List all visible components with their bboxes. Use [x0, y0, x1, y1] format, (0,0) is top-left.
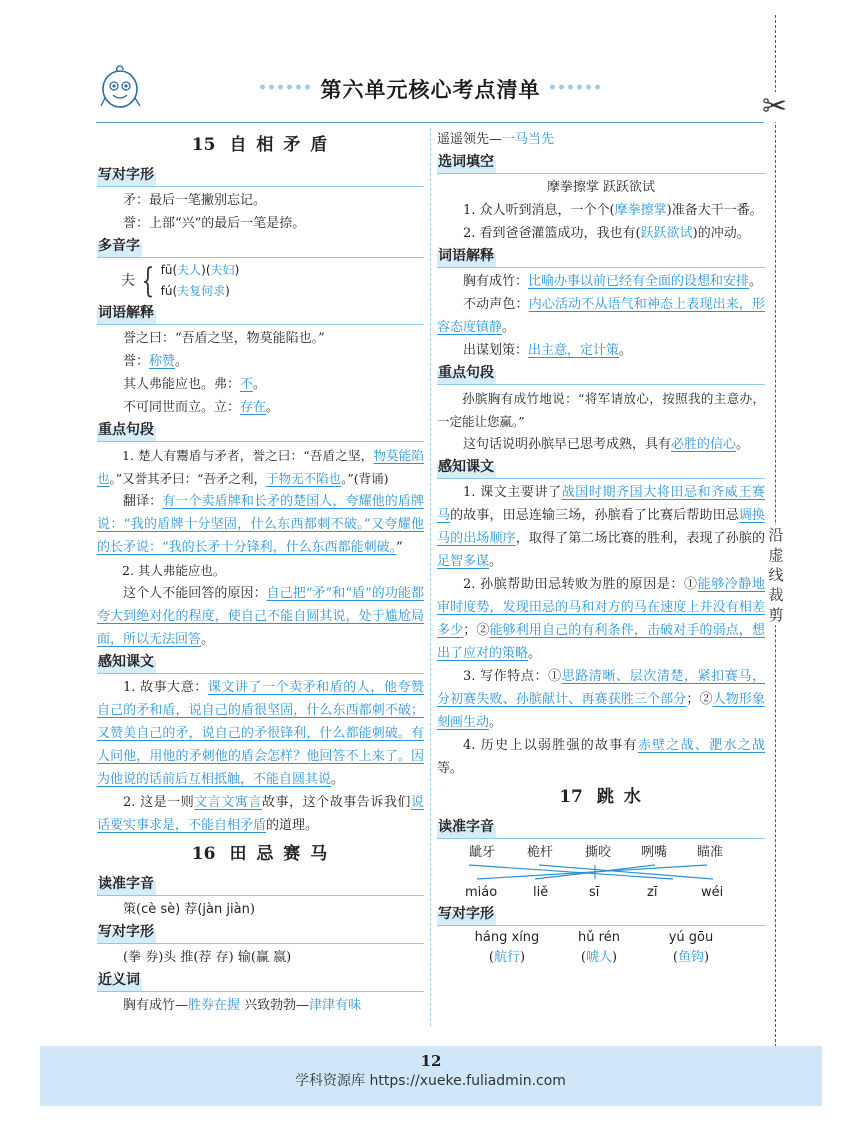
lesson-15-title: 15 自 相 矛 盾: [191, 135, 330, 155]
summary: 2. 这是一则文言文寓言故事，这个故事告诉我们说话要实事求是，不能自相矛盾的道理。: [97, 795, 424, 833]
match-pinyin: zī: [647, 885, 658, 900]
lesson-16-title: 16 田 忌 赛 马: [191, 844, 330, 864]
pronunciation-line: 策(cè sè) 荐(jàn jiàn): [123, 902, 255, 917]
section-heading: 感知课文: [97, 652, 156, 673]
match-pinyin: wéi: [701, 885, 724, 900]
section-heading: 重点句段: [437, 363, 496, 384]
match-pinyin: miáo: [465, 885, 498, 900]
match-pinyin: sī: [589, 885, 600, 900]
summary: 1. 故事大意：课文讲了一个卖矛和盾的人，他夸赞自己的矛和盾，说自己的盾很坚固，什么东西都刺不破；又赞美自己的矛，说自己的矛很锋利，什么都能刺破。有人问他，用他的矛刺他的盾会怎样？他回答不上来了。因为他说的话前后互相抵触，不能自圆其说。: [97, 680, 424, 787]
header-dots-right: [548, 84, 602, 90]
ci-line: 誉之曰：“吾盾之坚，物莫能陷也。”: [123, 331, 325, 346]
section-heading: 读准字音: [437, 817, 496, 838]
page-title: 第六单元核心考点清单: [320, 77, 541, 102]
section-heading: 多音字: [97, 236, 142, 257]
ci-line: 其人弗能应也。弗：不。: [123, 377, 267, 392]
section-heading: 写对字形: [97, 922, 156, 943]
ci-line: 出谋划策：出主意，定计策。: [463, 343, 633, 358]
summary: 4. 历史上以弱胜强的故事有赤壁之战、淝水之战等。: [437, 738, 765, 776]
match-word: 瞄准: [697, 845, 724, 860]
section-heading: 重点句段: [97, 420, 156, 441]
key-sentence: 1. 楚人有鬻盾与矛者，誉之曰：“吾盾之坚，物莫能陷也。”又誉其矛曰：“吾矛之利，于物无不陷也。”(背诵): [97, 448, 424, 486]
fill-blank: 2. 看到爸爸灌篮成功，我也有(跃跃欲试)的冲动。: [463, 226, 750, 241]
scissors-icon: ✂: [762, 89, 788, 124]
section-heading: 选词填空: [437, 152, 496, 173]
translation: 翻译：有一个卖盾牌和长矛的楚国人，夸耀他的盾牌说：“我的盾牌十分坚固，什么东西都刺不破。”又夸耀他的长矛说：“我的长矛十分锋利，什么东西都能刺破。”: [97, 494, 424, 555]
section-heading: 写对字形: [97, 165, 156, 186]
summary: 3. 写作特点：①思路清晰、层次清楚，紧扣赛马，分初赛失败、孙膑献计、再赛获胜三个部分；②人物形象刻画生动。: [437, 669, 765, 730]
key-sentence: 2. 其人弗能应也。: [122, 563, 226, 578]
match-pinyin: liě: [533, 885, 549, 900]
explanation: 这个人不能回答的原因：自己把“矛”和“盾”的功能都夸大到绝对化的程度，使自己不能自圆其说，处于尴尬局面，所以无法回答。: [97, 586, 424, 647]
summary: 2. 孙膑帮助田忌转败为胜的原因是：①能够冷静地审时度势，发现田忌的马和对方的马在速度上并没有相差多少；②能够利用自己的有利条件，击破对手的弱点，想出了应对的策略。: [437, 577, 765, 661]
fill-blank: 1. 众人听到消息，一个个(摩拳擦掌)准备大干一番。: [463, 203, 763, 218]
char-choice-line: (拳 券)头 推(荐 存) 输(赢 嬴): [123, 950, 292, 965]
answer-row: (航行) (唬人) (鱼钩): [488, 950, 710, 965]
synonym-line: 胸有成竹—胜券在握 兴致勃勃—津津有味: [123, 998, 362, 1013]
zixing-line: 矛：最后一笔撇别忘记。: [123, 193, 267, 208]
cut-label: 沿 虚 线 裁 剪: [768, 526, 784, 624]
ci-line: 不可同世而立。立：存在。: [123, 400, 280, 415]
ci-line: 不动声色：内心活动不从语气和神态上表现出来，形容态度镇静。: [437, 297, 765, 335]
left-column: [97, 128, 424, 1017]
synonym-continued: 遥遥领先—一马当先: [437, 132, 555, 147]
pinyin-row: háng xíng hǔ rén yú gōu: [474, 930, 714, 945]
zixing-line: 誉：上部“兴”的最后一笔是捺。: [123, 216, 306, 231]
section-heading: 写对字形: [437, 904, 496, 925]
lesson-17-title: 17 跳 水: [559, 787, 643, 807]
polyphone-block: 夫 { fū(夫人)(夫妇) fú(夫复何求): [121, 261, 240, 301]
section-heading: 读准字音: [97, 874, 156, 895]
match-word: 撕咬: [585, 845, 612, 860]
match-word: 龇牙: [469, 845, 496, 860]
column-divider: [430, 128, 431, 1026]
word-options: 摩拳擦掌 跃跃欲试: [546, 180, 656, 195]
key-sentence: 孙膑胸有成竹地说：“将军请放心，按照我的主意办，一定能让您赢。”: [437, 391, 765, 429]
section-heading: 词语解释: [437, 246, 496, 267]
section-heading: 词语解释: [97, 303, 156, 324]
matching-lines: [455, 861, 755, 883]
section-heading: 感知课文: [437, 457, 496, 478]
page-number: 12: [420, 1052, 442, 1070]
summary: 1. 课文主要讲了战国时期齐国大将田忌和齐威王赛马的故事，田忌连输三场，孙膑看了比赛后帮助田忌调换马的出场顺序，取得了第二场比赛的胜利，表现了孙膑的足智多谋。: [437, 485, 765, 569]
explanation: 这句话说明孙膑早已思考成熟，具有必胜的信心。: [463, 437, 750, 452]
section-heading: 近义词: [97, 970, 142, 991]
match-word: 桅杆: [527, 845, 554, 860]
match-word: 咧嘴: [641, 845, 668, 860]
ci-line: 胸有成竹：比喻办事以前已经有全面的设想和安排。: [463, 274, 763, 289]
header-rule: [96, 122, 764, 123]
ci-line: 誉：称赞。: [123, 354, 189, 369]
footer-watermark: 学科资源库 https://xueke.fuliadmin.com: [295, 1073, 566, 1089]
pinyin-matching: [455, 841, 765, 903]
right-column: [437, 128, 765, 968]
